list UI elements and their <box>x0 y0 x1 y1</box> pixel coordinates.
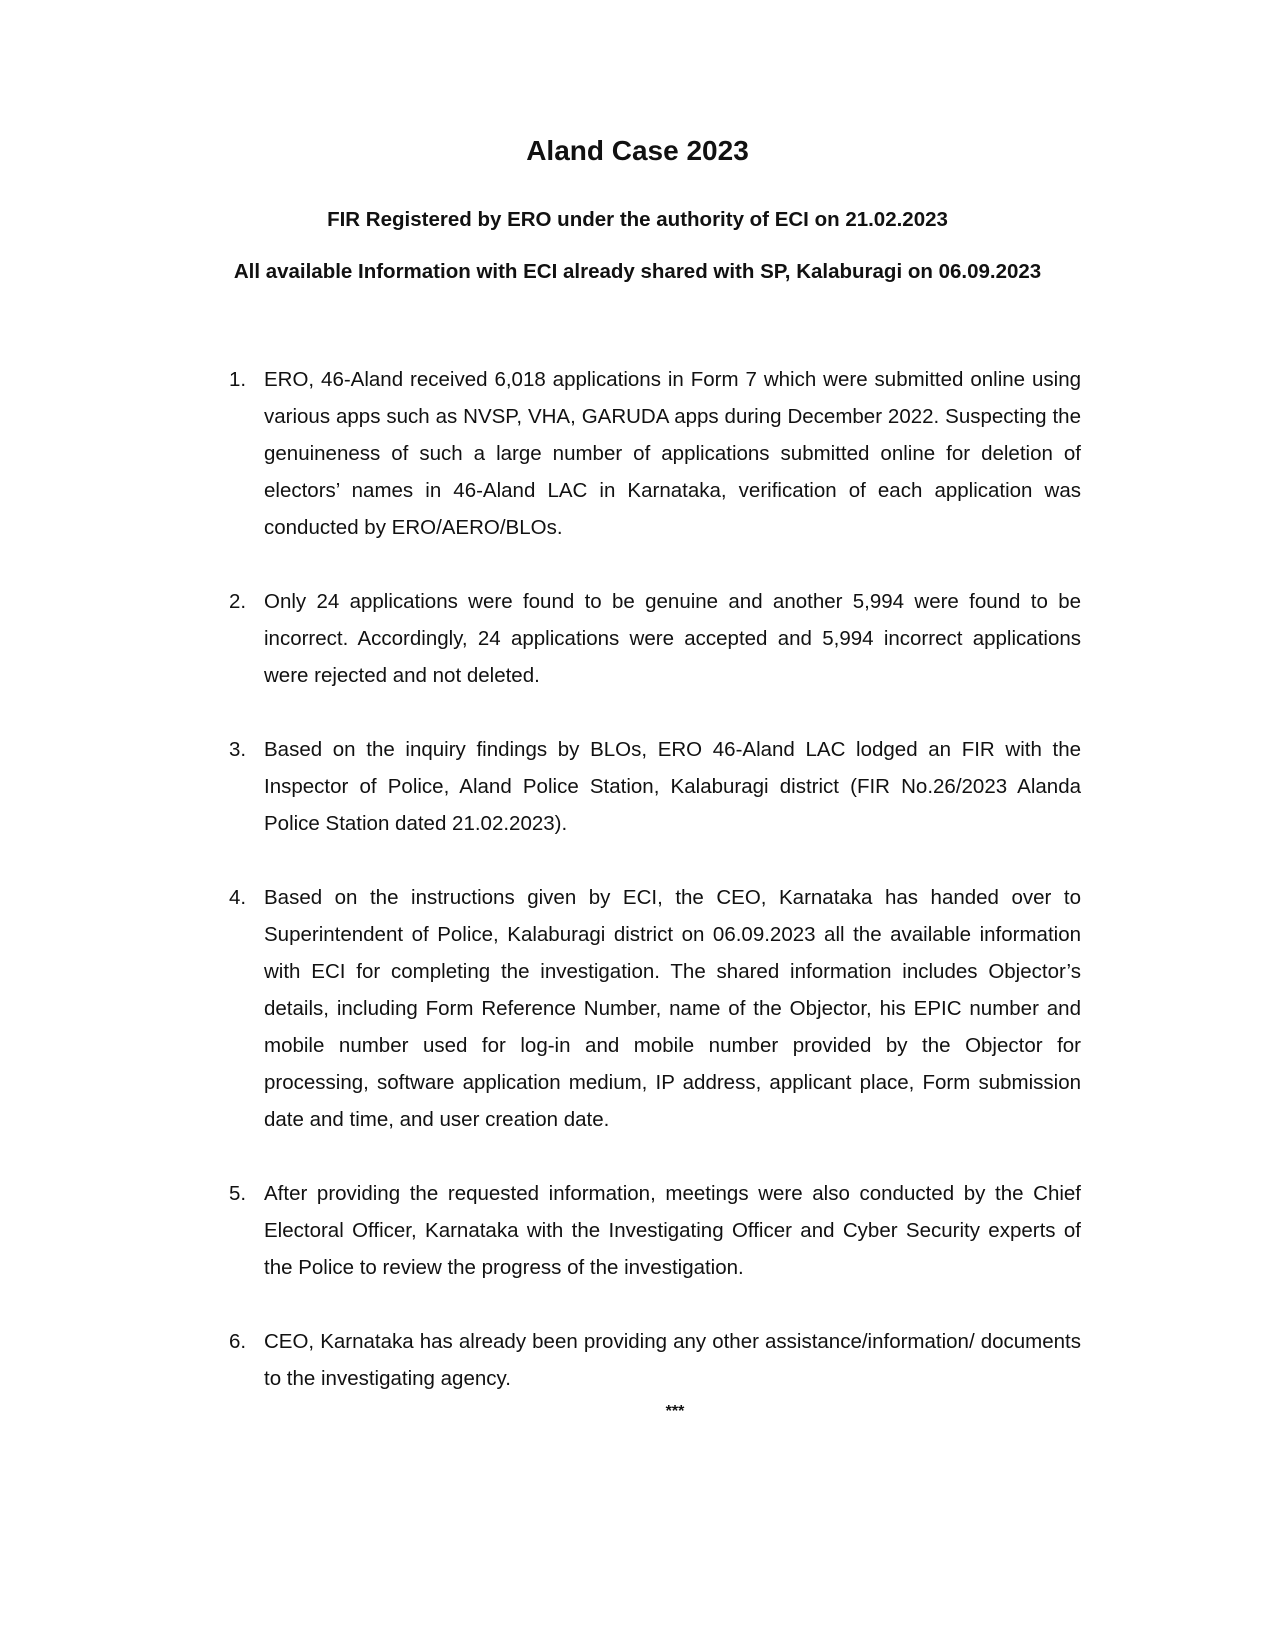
end-of-document-mark: *** <box>665 1403 685 1420</box>
list-item-text: After providing the requested information, meetings were also conducted by the Chief Electoral Officer, Karnataka with the Investigating Officer and Cyber Security experts of the Police to review the progress of the investigation. <box>264 1182 1081 1279</box>
list-item-text: Based on the instructions given by ECI, the CEO, Karnataka has handed over to Superintendent of Police, Kalaburagi district on 06.09.2023 all the available information with ECI for completing the investigation. The shared information includes Objector’s details, including Form Reference Number, name of the Objector, his EPIC number and mobile number used for log-in and mobile number provided by the Objector for processing, software application medium, IP address, applicant place, Form submission date and time, and user creation date. <box>264 886 1081 1131</box>
list-item-text: ERO, 46-Aland received 6,018 applications in Form 7 which were submitted online using various apps such as NVSP, VHA, GARUDA apps during December 2022. Suspecting the genuineness of such a large number of applications submitted online for deletion of electors’ names in 46-Aland LAC in Karnataka, verification of each application was conducted by ERO/AERO/BLOs. <box>264 368 1081 539</box>
document-title: Aland Case 2023 <box>526 135 749 166</box>
list-item-number: 2. <box>229 590 247 613</box>
list-item <box>229 583 1081 694</box>
list-item-number: 5. <box>229 1182 247 1205</box>
list-item <box>229 1323 1081 1397</box>
list-item-number: 3. <box>229 738 247 761</box>
document-subtitle-fir: FIR Registered by ERO under the authority of ECI on 21.02.2023 <box>327 208 948 231</box>
list-item <box>229 1175 1081 1286</box>
list-item-number: 6. <box>229 1330 247 1353</box>
list-item-text: Based on the inquiry findings by BLOs, ERO 46-Aland LAC lodged an FIR with the Inspector of Police, Aland Police Station, Kalaburagi district (FIR No.26/2023 Alanda Police Station dated 21.02.2023). <box>264 738 1081 835</box>
list-item-text: CEO, Karnataka has already been providing any other assistance/information/ documents to the investigating agency. <box>264 1330 1081 1390</box>
numbered-list <box>229 361 1081 1434</box>
document-subtitle-shared-info: All available Information with ECI already shared with SP, Kalaburagi on 06.09.2023 <box>233 260 1042 283</box>
list-item <box>229 879 1081 1138</box>
list-item-text: Only 24 applications were found to be genuine and another 5,994 were found to be incorrect. Accordingly, 24 applications were accepted and 5,994 incorrect applications were rejected and not deleted. <box>264 590 1081 687</box>
list-item <box>229 731 1081 842</box>
list-item <box>229 361 1081 546</box>
list-item-number: 1. <box>229 368 247 391</box>
list-item-number: 4. <box>229 886 247 909</box>
